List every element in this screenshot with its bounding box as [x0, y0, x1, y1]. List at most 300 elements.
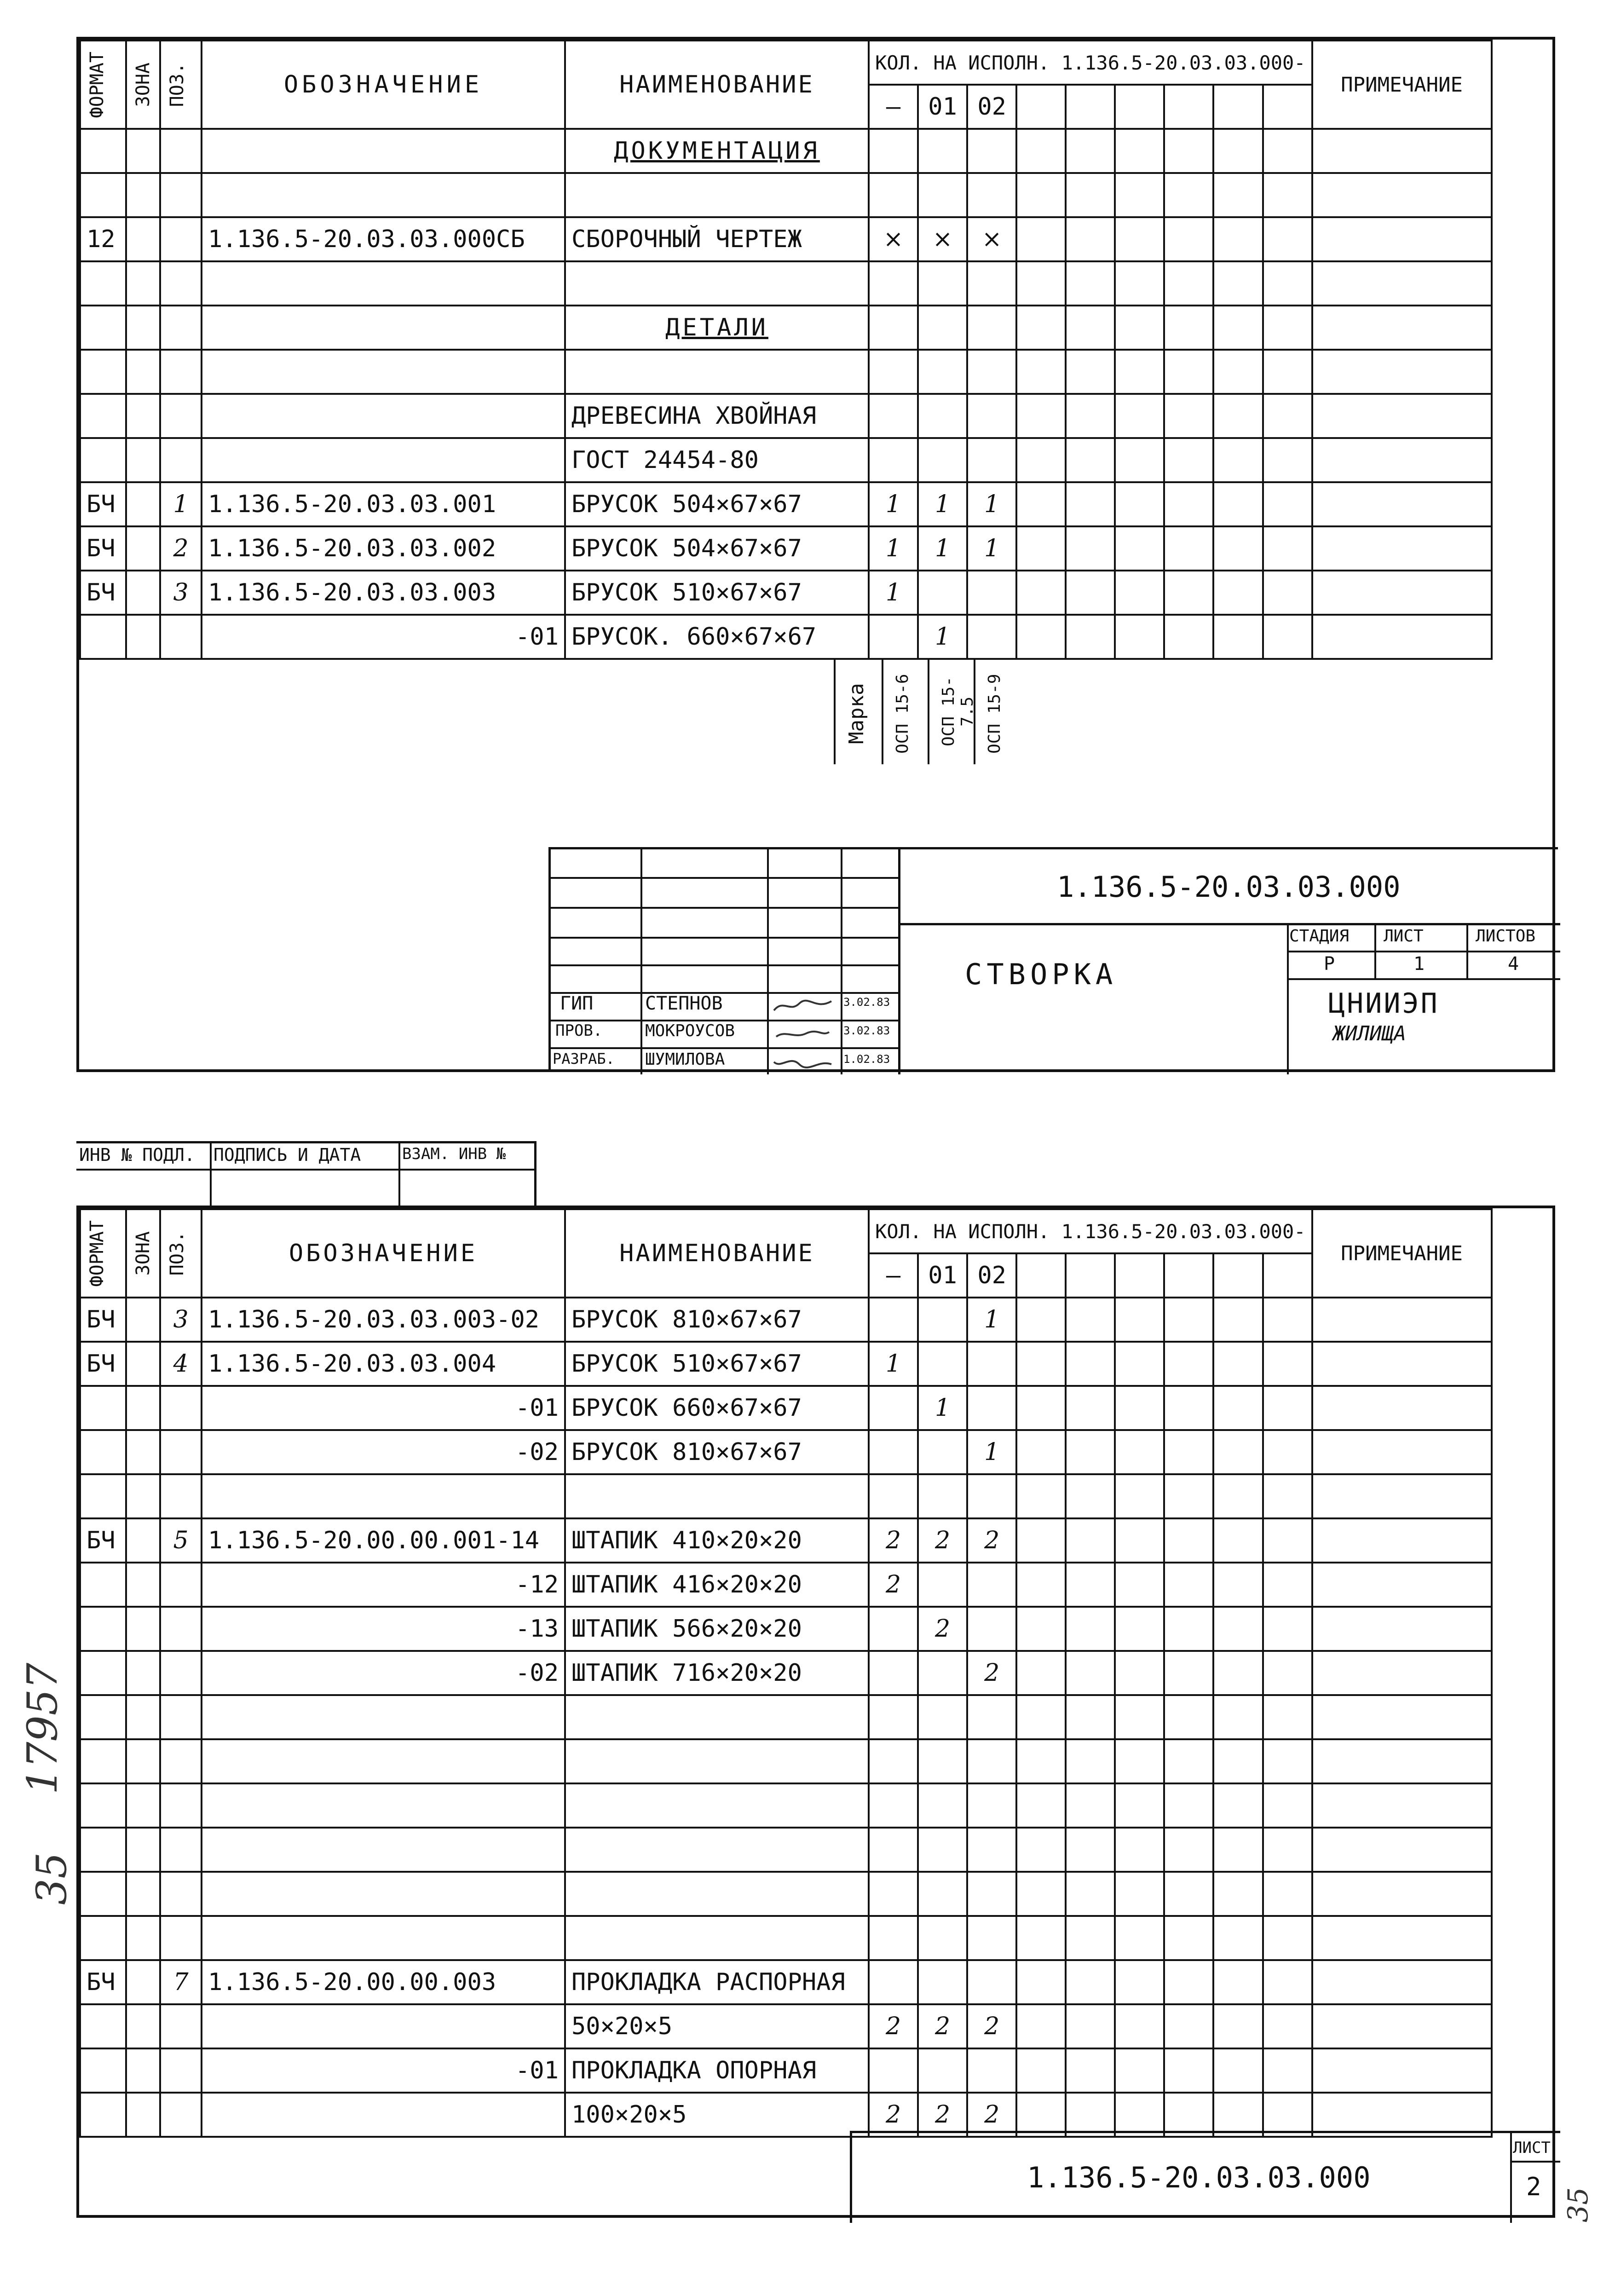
cell-note: [1312, 526, 1492, 571]
cell-blank: [1115, 526, 1164, 571]
cell-blank: [1263, 217, 1312, 261]
cell-pos: 3: [160, 1298, 202, 1342]
cell-zone: [126, 1695, 160, 1739]
cell-blank: [1263, 1607, 1312, 1651]
cell: [918, 350, 967, 394]
cell-format: БЧ: [80, 571, 126, 615]
cell: [918, 173, 967, 217]
cell: [1016, 129, 1066, 173]
table-row: [80, 1342, 1492, 1386]
cell-blank: [1016, 1739, 1066, 1783]
table-row: [80, 1474, 1492, 1518]
cell: [160, 129, 202, 173]
cell-blank: [1164, 1563, 1213, 1607]
variant-blank: [1115, 85, 1164, 129]
cell-q2: [967, 438, 1016, 482]
cell: [80, 173, 126, 217]
cell-designation: -13: [202, 1607, 565, 1651]
cell: [869, 350, 918, 394]
table-row: [80, 482, 1492, 526]
cell-note: [1312, 1960, 1492, 2004]
cell-blank: [1213, 526, 1263, 571]
table-row: [80, 1872, 1492, 1916]
cell-blank: [1263, 1342, 1312, 1386]
cell-format: БЧ: [80, 1298, 126, 1342]
cell-blank: [1213, 1563, 1263, 1607]
cell-zone: [126, 526, 160, 571]
cell-blank: [1066, 1342, 1115, 1386]
cell-blank: [1066, 1828, 1115, 1872]
cell-pos: [160, 615, 202, 659]
cell: [1066, 173, 1115, 217]
cell-blank: [1016, 482, 1066, 526]
cell-designation: 1.136.5-20.03.03.004: [202, 1342, 565, 1386]
cell-blank: [1115, 482, 1164, 526]
cell-blank: [1164, 1298, 1213, 1342]
cell-name: ШТАПИК 716×20×20: [565, 1651, 869, 1695]
mark-1: ОСП 15-6: [893, 674, 912, 754]
cell-blank: [1213, 1916, 1263, 1960]
cell-q2: [967, 1739, 1016, 1783]
variant-blank: [1066, 85, 1115, 129]
cell: [160, 261, 202, 306]
cell-format: [80, 2048, 126, 2093]
cell: [869, 129, 918, 173]
cell: [1164, 350, 1213, 394]
table-row: [80, 1828, 1492, 1872]
cell: [1213, 173, 1263, 217]
cell: [1263, 306, 1312, 350]
cell-q1: [918, 1298, 967, 1342]
spec-table-1: [79, 40, 1493, 660]
table-row: [80, 217, 1492, 261]
cell-zone: [126, 2093, 160, 2137]
cell-pos: [160, 2004, 202, 2048]
cell-pos: [160, 2048, 202, 2093]
cell: [1016, 261, 1066, 306]
cell-blank: [1016, 1872, 1066, 1916]
cell: [918, 261, 967, 306]
cell-blank: [1213, 2093, 1263, 2137]
cell-blank: [1016, 1563, 1066, 1607]
col-zone: [126, 40, 160, 129]
cell-blank: [1016, 217, 1066, 261]
cell-blank: [1066, 1298, 1115, 1342]
cell-blank: [1016, 394, 1066, 438]
cell-blank: [1164, 1651, 1213, 1695]
cell-zone: [126, 482, 160, 526]
cell-blank: [1263, 394, 1312, 438]
cell-zone: [126, 1960, 160, 2004]
spec-body-2: [80, 1298, 1492, 2137]
cell: [80, 129, 126, 173]
cell-format: 12: [80, 217, 126, 261]
pos-label: ПОЗ.: [167, 62, 188, 107]
cell-q2: 2: [967, 2093, 1016, 2137]
cell-blank: [1016, 1828, 1066, 1872]
cell-blank: [1115, 2004, 1164, 2048]
cell-blank: [1164, 1872, 1213, 1916]
cell: [1115, 306, 1164, 350]
signature-dev: [772, 1053, 836, 1071]
cell: [565, 173, 869, 217]
cell-q0: [869, 1430, 918, 1474]
cell: [126, 173, 160, 217]
spec-table-2: [79, 1208, 1493, 2138]
cell-q0: 1: [869, 1342, 918, 1386]
cell-q2: [967, 1342, 1016, 1386]
cell-zone: [126, 615, 160, 659]
cell: [160, 173, 202, 217]
cell-name: БРУСОК. 660×67×67: [565, 615, 869, 659]
cell-blank: [1213, 1518, 1263, 1563]
cell-blank: [1263, 1739, 1312, 1783]
cell-blank: [1164, 2093, 1213, 2137]
cell-zone: [126, 1298, 160, 1342]
cell-pos: [160, 1828, 202, 1872]
variant-blank: [1066, 1253, 1115, 1298]
cell-zone: [126, 1342, 160, 1386]
cell-blank: [1213, 1828, 1263, 1872]
cell-blank: [1066, 2048, 1115, 2093]
cell-blank: [1016, 1386, 1066, 1430]
cell-blank: [1164, 571, 1213, 615]
cell-blank: [1164, 1518, 1213, 1563]
cell-name: [565, 1739, 869, 1783]
cell: [1312, 306, 1492, 350]
cell-pos: [160, 1872, 202, 1916]
cell: [126, 129, 160, 173]
cell-blank: [1213, 2004, 1263, 2048]
cell-designation: 1.136.5-20.03.03.003: [202, 571, 565, 615]
cell-zone: [126, 1783, 160, 1828]
cell: [126, 350, 160, 394]
cell-pos: 3: [160, 571, 202, 615]
format-label: ФОРМАТ: [87, 51, 108, 118]
cell-zone: [126, 1916, 160, 1960]
cell: [1263, 129, 1312, 173]
cell-name: ШТАПИК 416×20×20: [565, 1563, 869, 1607]
cell-blank: [1115, 1342, 1164, 1386]
cell-blank: [1066, 571, 1115, 615]
cell-blank: [1263, 1651, 1312, 1695]
cell-q0: [869, 1695, 918, 1739]
table-row: [80, 1651, 1492, 1695]
cell: [1312, 261, 1492, 306]
cell-blank: [1115, 1783, 1164, 1828]
cell-q2: [967, 1695, 1016, 1739]
variant-blank: [1115, 1253, 1164, 1298]
cell-pos: [160, 1651, 202, 1695]
cell-blank: [1016, 438, 1066, 482]
cell-note: [1312, 482, 1492, 526]
variant-blank: [1016, 85, 1066, 129]
cell-q1: 2: [918, 2093, 967, 2137]
cell-q2: [967, 1607, 1016, 1651]
cell-blank: [1263, 1518, 1312, 1563]
cell-blank: [1213, 615, 1263, 659]
section-row: [80, 306, 1492, 350]
cell: [1263, 261, 1312, 306]
col-zone: [126, 1209, 160, 1298]
cell-blank: [1016, 571, 1066, 615]
cell-format: [80, 1430, 126, 1474]
marka-block: [834, 658, 1006, 764]
cell-format: [80, 1607, 126, 1651]
cell-q2: [967, 1783, 1016, 1828]
cell-q0: [869, 1607, 918, 1651]
cell-blank: [1115, 217, 1164, 261]
cell-blank: [1263, 1386, 1312, 1430]
cell-format: [80, 394, 126, 438]
col-note: ПРИМЕЧАНИЕ: [1312, 40, 1492, 129]
cell-blank: [1213, 438, 1263, 482]
cell-name: БРУСОК 810×67×67: [565, 1298, 869, 1342]
cell: [1213, 306, 1263, 350]
cell-note: [1312, 571, 1492, 615]
cell-q1: [918, 1783, 967, 1828]
cell-name: ШТАПИК 410×20×20: [565, 1518, 869, 1563]
cell-q2: 1: [967, 1430, 1016, 1474]
cell-q1: [918, 1430, 967, 1474]
cell-format: [80, 1739, 126, 1783]
title-block: [548, 847, 1558, 1072]
cell-q2: ×: [967, 217, 1016, 261]
cell-note: [1312, 1474, 1492, 1518]
cell-name: ГОСТ 24454-80: [565, 438, 869, 482]
cell: [202, 350, 565, 394]
cell-blank: [1164, 1474, 1213, 1518]
cell-note: [1312, 1518, 1492, 1563]
cell-zone: [126, 1430, 160, 1474]
cell-blank: [1213, 1783, 1263, 1828]
table-row: [80, 2093, 1492, 2137]
cell-q2: [967, 1474, 1016, 1518]
cell-pos: [160, 1563, 202, 1607]
cell-blank: [1164, 217, 1213, 261]
cell-q2: 2: [967, 1518, 1016, 1563]
cell: [1016, 173, 1066, 217]
cell-designation: 1.136.5-20.00.00.001-14: [202, 1518, 565, 1563]
cell-q0: 1: [869, 482, 918, 526]
cell-blank: [1263, 1960, 1312, 2004]
cell-name: [565, 1474, 869, 1518]
cell-q0: [869, 1872, 918, 1916]
cell-q0: [869, 1298, 918, 1342]
cell-designation: [202, 394, 565, 438]
cell-format: [80, 1695, 126, 1739]
cell-q2: [967, 1960, 1016, 2004]
cell-blank: [1213, 1872, 1263, 1916]
cell-q1: 1: [918, 1386, 967, 1430]
cell: [1115, 350, 1164, 394]
cell: [1213, 261, 1263, 306]
cell-name: ДРЕВЕСИНА ХВОЙНАЯ: [565, 394, 869, 438]
cell-q2: [967, 2048, 1016, 2093]
cell-name: ПРОКЛАДКА ОПОРНАЯ: [565, 2048, 869, 2093]
cell: [160, 350, 202, 394]
cell-blank: [1115, 1651, 1164, 1695]
cell: [1164, 306, 1213, 350]
cell-name: [565, 1695, 869, 1739]
cell-q1: ×: [918, 217, 967, 261]
mark-3: ОСП 15-9: [985, 674, 1004, 754]
cell-q1: [918, 1872, 967, 1916]
variant-0: —: [869, 1253, 918, 1298]
date-dev: 1.02.83: [843, 1053, 890, 1066]
cell-designation: [202, 2004, 565, 2048]
cell-q0: [869, 1916, 918, 1960]
cell-pos: [160, 1695, 202, 1739]
cell-q0: 2: [869, 2004, 918, 2048]
cell: [1164, 173, 1213, 217]
cell-designation: 1.136.5-20.03.03.001: [202, 482, 565, 526]
cell-blank: [1066, 1783, 1115, 1828]
cell-designation: 1.136.5-20.03.03.002: [202, 526, 565, 571]
cell-blank: [1213, 1695, 1263, 1739]
header-row: [80, 40, 1492, 85]
cell-format: [80, 1651, 126, 1695]
org-sub: ЖИЛИЩА: [1333, 1022, 1406, 1045]
cell-blank: [1016, 526, 1066, 571]
variant-blank: [1016, 1253, 1066, 1298]
sheets-value: 4: [1508, 953, 1519, 975]
cell-name: 100×20×5: [565, 2093, 869, 2137]
cell-name: СБОРОЧНЫЙ ЧЕРТЕЖ: [565, 217, 869, 261]
zone-label: ЗОНА: [133, 62, 154, 107]
variant-2: 02: [967, 1253, 1016, 1298]
section-row: [80, 129, 1492, 173]
variant-blank: [1213, 1253, 1263, 1298]
variant-1: 01: [918, 1253, 967, 1298]
cell-q1: [918, 571, 967, 615]
cell-format: БЧ: [80, 1960, 126, 2004]
cell-blank: [1115, 1695, 1164, 1739]
cell-format: [80, 1828, 126, 1872]
cell-blank: [1213, 1298, 1263, 1342]
cell-blank: [1263, 1695, 1312, 1739]
cell-blank: [1016, 1916, 1066, 1960]
cell-pos: [160, 1783, 202, 1828]
cell-name: [565, 1872, 869, 1916]
cell-format: БЧ: [80, 1342, 126, 1386]
cell-name: ШТАПИК 566×20×20: [565, 1607, 869, 1651]
cell-pos: [160, 1607, 202, 1651]
cell-blank: [1213, 1386, 1263, 1430]
cell-q1: 2: [918, 1518, 967, 1563]
cell-q0: [869, 1960, 918, 2004]
cell-blank: [1066, 394, 1115, 438]
cell-blank: [1016, 2093, 1066, 2137]
cell-blank: [1263, 1872, 1312, 1916]
spec-sheet-1: [76, 37, 1555, 1072]
cell: [1066, 129, 1115, 173]
cell-format: [80, 1474, 126, 1518]
cell-blank: [1164, 1739, 1213, 1783]
cell-blank: [1066, 1695, 1115, 1739]
cell-blank: [1016, 1342, 1066, 1386]
cell-q1: [918, 1342, 967, 1386]
cell-blank: [1213, 1342, 1263, 1386]
cell-q0: 1: [869, 571, 918, 615]
cell-blank: [1016, 1783, 1066, 1828]
cell-q0: [869, 438, 918, 482]
cell-blank: [1263, 1828, 1312, 1872]
cell-q2: [967, 1872, 1016, 1916]
cell-blank: [1263, 2048, 1312, 2093]
cell: [869, 173, 918, 217]
variant-blank: [1263, 1253, 1312, 1298]
cell-designation: [202, 2093, 565, 2137]
variant-blank: [1164, 1253, 1213, 1298]
cell-blank: [1066, 1872, 1115, 1916]
footer-sheet-label: ЛИСТ: [1513, 2139, 1551, 2157]
cell-q0: [869, 1783, 918, 1828]
cell-q2: 1: [967, 526, 1016, 571]
date-gip: 3.02.83: [843, 996, 890, 1009]
cell-blank: [1066, 2093, 1115, 2137]
cell-q2: [967, 1563, 1016, 1607]
cell-blank: [1213, 482, 1263, 526]
cell-blank: [1115, 1563, 1164, 1607]
cell: [126, 261, 160, 306]
table-row: [80, 1518, 1492, 1563]
cell-q1: [918, 1739, 967, 1783]
cell-q0: [869, 1386, 918, 1430]
cell-designation: -01: [202, 1386, 565, 1430]
cell-blank: [1213, 1430, 1263, 1474]
format-label: ФОРМАТ: [87, 1220, 108, 1287]
cell-q2: 1: [967, 1298, 1016, 1342]
cell-q2: [967, 615, 1016, 659]
zone-label: ЗОНА: [133, 1231, 154, 1276]
cell-format: [80, 438, 126, 482]
cell-q0: [869, 1651, 918, 1695]
cell-blank: [1016, 1298, 1066, 1342]
cell-q0: [869, 2048, 918, 2093]
cell: [1115, 173, 1164, 217]
cell-pos: 5: [160, 1518, 202, 1563]
col-format: [80, 40, 126, 129]
cell-note: [1312, 1916, 1492, 1960]
cell-q2: 1: [967, 482, 1016, 526]
cell-pos: [160, 1430, 202, 1474]
cell: [1213, 350, 1263, 394]
cell: [918, 129, 967, 173]
cell-zone: [126, 1518, 160, 1563]
cell-blank: [1115, 1430, 1164, 1474]
footer-stamp: [850, 2131, 1560, 2223]
col-note: ПРИМЕЧАНИЕ: [1312, 1209, 1492, 1298]
cell-pos: 2: [160, 526, 202, 571]
cell-q2: [967, 1916, 1016, 1960]
cell: [967, 173, 1016, 217]
cell: [160, 306, 202, 350]
variant-1: 01: [918, 85, 967, 129]
cell-blank: [1115, 1872, 1164, 1916]
cell-name: [565, 1828, 869, 1872]
cell-blank: [1016, 1695, 1066, 1739]
cell-blank: [1213, 571, 1263, 615]
cell-blank: [1213, 1474, 1263, 1518]
cell-blank: [1115, 2093, 1164, 2137]
cell-q0: 1: [869, 526, 918, 571]
cell-note: [1312, 1563, 1492, 1607]
page-mark: 35: [1562, 2187, 1594, 2222]
cell-q2: [967, 1828, 1016, 1872]
variant-blank: [1164, 85, 1213, 129]
cell-blank: [1016, 1518, 1066, 1563]
